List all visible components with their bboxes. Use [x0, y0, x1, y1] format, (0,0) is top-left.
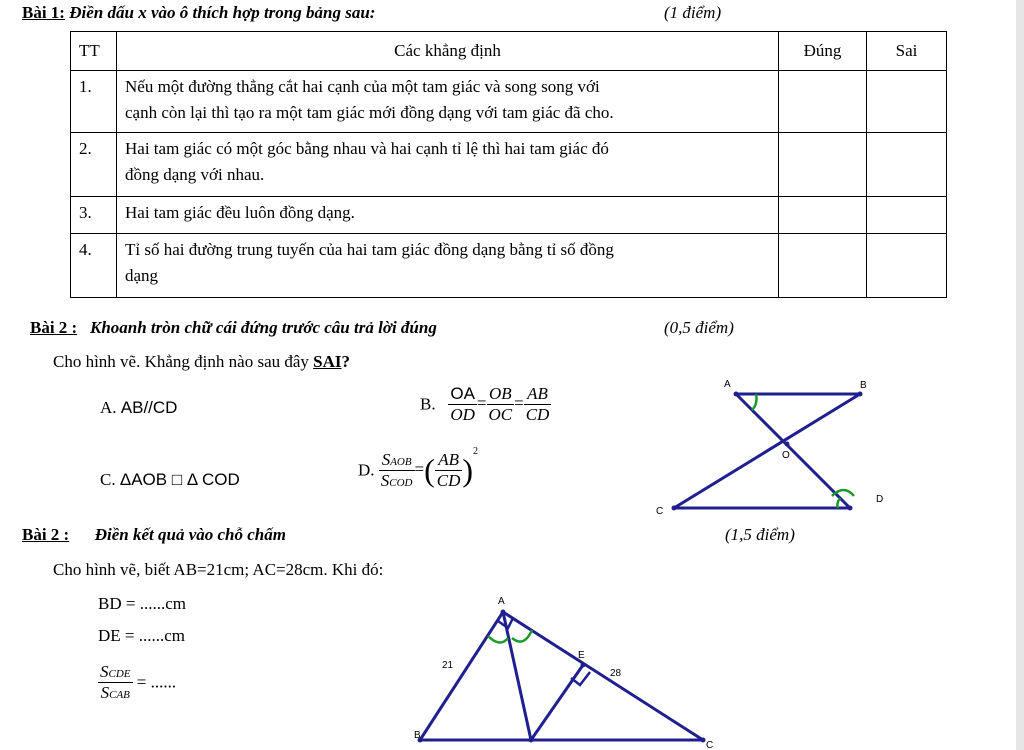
perpendicular-de	[531, 665, 583, 740]
area-ratio-blank[interactable]: $\frac{\text{SCDE}}{\text{SCAB}}$ = ......	[100, 662, 177, 702]
de-blank[interactable]: DE = ......cm	[98, 626, 186, 645]
row-number: 4.	[71, 234, 117, 298]
ex2-instruction: Khoanh tròn chữ cái đứng trước câu trả lời đúng	[89, 318, 437, 337]
length-ab: 21	[442, 660, 454, 671]
option-c[interactable]: C. ΔAOB □ Δ COD	[100, 470, 240, 489]
angle-a-mark	[752, 394, 757, 410]
row-statement: Nếu một đường thẳng cắt hai cạnh của một tam giác và song song với cạnh còn lại thì tạo ra một tam giác mới đồng dạng với tam giác đã cho.	[117, 71, 779, 133]
ex2-heading	[30, 318, 437, 338]
bisector-ad	[503, 612, 531, 740]
ex2-label: Bài 2 :	[30, 318, 78, 337]
label-a: A	[498, 596, 505, 607]
ex3-given: Cho hình vẽ, biết AB=21cm; AC=28cm. Khi đó:	[53, 560, 384, 579]
angle-bad-arc	[488, 636, 508, 643]
label-b: B	[860, 380, 867, 391]
false-checkbox-cell[interactable]	[867, 71, 947, 133]
label-c: C	[706, 740, 714, 750]
length-ac: 28	[610, 668, 622, 679]
ex1-label: Bài 1:	[22, 3, 65, 22]
ex1-heading	[22, 3, 375, 23]
segment-ac	[503, 612, 703, 740]
ex1-points: (1 điểm)	[664, 3, 722, 22]
header-false: Sai	[867, 32, 947, 71]
option-a[interactable]: A. AB//CD	[100, 398, 178, 417]
option-d[interactable]: D. $\frac{\text{SAOB}}{\text{SCOD}}$ =( $\frac{AB}{CD}$ )$^2$	[358, 445, 479, 490]
statement-table	[70, 31, 947, 298]
angle-dac-arc	[512, 630, 532, 642]
ex3-points: (1,5 điểm)	[725, 525, 795, 544]
row-statement: Hai tam giác có một góc bằng nhau và hai cạnh tỉ lệ thì hai tam giác đó đồng dạng với nhau.	[117, 133, 779, 197]
header-statements: Các khẳng định	[117, 32, 779, 71]
true-checkbox-cell[interactable]	[779, 197, 867, 234]
table-row	[71, 234, 947, 298]
ex3-instruction: Điền kết quả vào chỗ chấm	[94, 525, 286, 544]
option-b[interactable]: B. $\frac{OA}{OD}$ = $\frac{OB}{OC}$ = $\frac{AB}{CD}$	[420, 384, 550, 424]
row-statement: Hai tam giác đều luôn đồng dạng.	[117, 197, 779, 234]
table-row	[71, 133, 947, 197]
bd-blank[interactable]: BD = ......cm	[98, 594, 186, 613]
ex3-label: Bài 2 :	[22, 525, 70, 544]
true-checkbox-cell[interactable]	[779, 133, 867, 197]
false-checkbox-cell[interactable]	[867, 234, 947, 298]
row-number: 2.	[71, 133, 117, 197]
header-tt: TT	[71, 32, 117, 71]
page-edge	[1016, 0, 1024, 750]
table-header-row	[71, 32, 947, 71]
row-statement: Tỉ số hai đường trung tuyến của hai tam giác đồng dạng bằng tỉ số đồng dạng	[117, 234, 779, 298]
label-e: E	[578, 650, 585, 661]
false-checkbox-cell[interactable]	[867, 197, 947, 234]
label-b: B	[414, 730, 421, 741]
hourglass-figure	[648, 372, 888, 522]
ex1-instruction: Điền dấu x vào ô thích hợp trong bảng sau:	[69, 3, 376, 22]
header-true: Đúng	[779, 32, 867, 71]
true-checkbox-cell[interactable]	[779, 71, 867, 133]
row-number: 3.	[71, 197, 117, 234]
segment-ab	[420, 612, 503, 740]
label-d: D	[876, 494, 884, 505]
ex3-heading	[22, 525, 286, 545]
ex2-question: Cho hình vẽ. Khẳng định nào sau đây SAI?	[53, 352, 351, 371]
false-checkbox-cell[interactable]	[867, 133, 947, 197]
label-o: O	[782, 450, 790, 461]
table-row	[71, 71, 947, 133]
table-row	[71, 197, 947, 234]
label-a: A	[724, 379, 731, 390]
true-checkbox-cell[interactable]	[779, 234, 867, 298]
right-triangle-figure	[408, 590, 728, 750]
ex2-points: (0,5 điểm)	[664, 318, 734, 337]
row-number: 1.	[71, 71, 117, 133]
label-c: C	[656, 506, 664, 517]
